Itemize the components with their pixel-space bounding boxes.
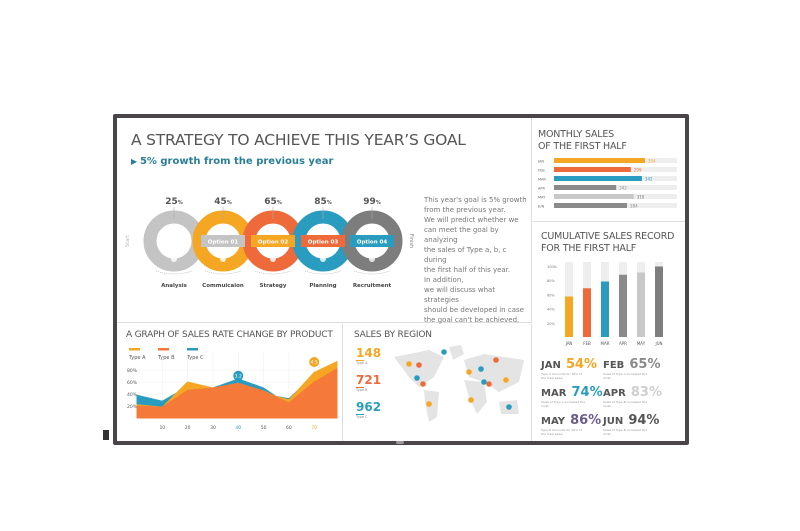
continent-north-america: [394, 350, 444, 387]
cumulative-bar-chart: [533, 255, 685, 355]
option-label: Option 04: [356, 239, 388, 246]
stat-month: MAY: [541, 416, 565, 427]
stat-mar: [541, 381, 603, 408]
monitor-button: [103, 430, 109, 440]
bar-apr: [554, 185, 616, 190]
y-tick: 100%: [547, 264, 558, 269]
bar-may: [554, 194, 634, 199]
region-title: SALES BY REGION: [354, 330, 432, 340]
y-tick: 80%: [547, 279, 555, 283]
step-label: Planning: [309, 283, 337, 289]
monthly-sales-panel: [533, 118, 685, 222]
region-value: 962: [356, 400, 382, 414]
month-label: MAR: [538, 177, 546, 182]
bar-value: 342: [644, 176, 653, 182]
percent-label: 99%: [363, 197, 381, 207]
stat-note: Sales of Type C increased the most.: [541, 400, 586, 408]
description-line: we will discuss what strategies: [424, 286, 496, 304]
cumulative-title-1: CUMULATIVE SALES RECORD: [541, 231, 675, 242]
x-tick: MAY: [636, 341, 646, 346]
stat-month: JAN: [541, 360, 561, 371]
description-line: In addition,: [424, 276, 464, 284]
map-pin: [481, 379, 487, 385]
stat-note: Type B accounts for 40% of the total sales.: [541, 428, 582, 436]
subtitle: [131, 156, 333, 167]
cumulative-title-2: FOR THE FIRST HALF: [541, 243, 637, 254]
bar-value: 354: [648, 158, 656, 164]
x-tick: 10: [159, 426, 166, 431]
stat-note: Sales of Type B increased the most.: [603, 428, 648, 436]
region-label: Type B: [356, 388, 368, 392]
map-pin: [478, 366, 484, 372]
bar-apr: [619, 275, 627, 337]
month-label: JAN: [538, 159, 544, 164]
y-tick: 60%: [547, 293, 555, 298]
month-label: APR: [538, 186, 545, 191]
page-title: A STRATEGY TO ACHIEVE THIS YEAR’S GOAL: [131, 131, 466, 149]
bar-jun: [554, 203, 627, 208]
x-tick: 70: [311, 426, 318, 431]
y-tick: 40%: [127, 393, 138, 398]
bar-value: 310: [636, 194, 645, 200]
y-tick: 20%: [127, 405, 138, 410]
option-label: Option 02: [257, 239, 289, 246]
marker-label: 4.5: [310, 360, 318, 366]
map-pin: [406, 361, 412, 367]
map-pin: [503, 377, 509, 383]
description-line: should be developed in case: [424, 306, 524, 314]
x-tick: 60: [286, 426, 292, 431]
screen: [117, 118, 685, 441]
marker-label: 3.2: [234, 374, 242, 380]
stat-value: 54%: [565, 357, 598, 372]
clock-icon: [270, 256, 276, 262]
step-label: Strategy: [259, 283, 287, 289]
y-tick: 20%: [547, 321, 555, 326]
product-area-chart: [117, 344, 343, 441]
description-line: the goal can't be achieved.: [424, 316, 520, 324]
stat-may: [541, 409, 603, 436]
percent-label: 25%: [165, 197, 183, 207]
x-tick: 30: [210, 426, 216, 431]
x-tick: JUN: [655, 341, 663, 346]
stat-month: APR: [603, 388, 626, 399]
region-value: 148: [356, 346, 382, 360]
option-label: Option 01: [207, 239, 239, 246]
strategy-description: [424, 195, 531, 325]
x-tick: 20: [184, 426, 191, 431]
map-pin: [486, 381, 492, 387]
x-tick: 40: [235, 426, 242, 431]
stat-note: Sales of Type C increased the most.: [603, 372, 648, 380]
description-line: the sales of Type a, b, c during: [424, 246, 507, 264]
region-label: Type C: [356, 415, 368, 419]
cumulative-panel: [533, 223, 685, 441]
stat-value: 94%: [628, 413, 660, 428]
x-tick: JAN: [565, 341, 573, 346]
x-tick: FEB: [583, 341, 591, 346]
description-line: This year's goal is 5% growth: [424, 196, 527, 204]
y-tick: 80%: [127, 369, 138, 374]
lightbulb-icon: [369, 256, 375, 262]
region-label: Type A: [356, 361, 368, 365]
map-pin: [441, 349, 447, 355]
step-label: Analysis: [161, 283, 187, 289]
monthly-title: [538, 129, 627, 153]
map-pin: [506, 404, 512, 410]
stat-note: Sales of Type B increased the most.: [603, 400, 648, 408]
legend-swatch: [129, 348, 140, 351]
percent-label: 85%: [314, 197, 332, 207]
bar-value: 284: [630, 203, 638, 209]
bar-feb: [583, 288, 591, 337]
month-label: FEB: [538, 168, 545, 173]
description-line: from the previous year.: [424, 206, 506, 214]
bar-jan: [554, 158, 645, 163]
map-pin: [468, 397, 474, 403]
step-label: Recruitment: [352, 283, 392, 289]
legend-label: Type C: [187, 355, 204, 361]
description-line: the first half of this year.: [424, 266, 511, 274]
finish-label: Finish: [408, 233, 414, 249]
monthly-bar-chart: [533, 156, 685, 218]
continent-south-america: [424, 390, 439, 422]
stat-feb: [603, 353, 665, 380]
subtitle-text: 5% growth from the previous year: [139, 156, 334, 167]
x-tick: MAR: [600, 341, 610, 346]
y-tick: 60%: [127, 381, 138, 386]
stopwatch-icon: [171, 256, 177, 262]
bar-value: 242: [619, 185, 627, 191]
month-label: MAY: [538, 195, 546, 200]
description-line: We will predict whether we: [424, 216, 519, 224]
legend-label: Type A: [129, 355, 146, 361]
option-label: Option 03: [307, 239, 339, 246]
legend-swatch: [187, 348, 198, 351]
percent-label: 45%: [214, 197, 232, 207]
map-pin: [420, 381, 426, 387]
strategy-panel: [117, 118, 532, 323]
percent-label: 65%: [264, 197, 282, 207]
bar-mar: [554, 176, 642, 181]
legend-label: Type B: [158, 355, 175, 361]
stat-jun: [603, 409, 665, 436]
product-title: A GRAPH OF SALES RATE CHANGE BY PRODUCT: [126, 330, 333, 340]
stat-month: FEB: [603, 360, 625, 371]
calendar-icon: [320, 256, 326, 262]
monthly-title-2: OF THE FIRST HALF: [538, 141, 627, 152]
stat-value: 65%: [629, 357, 661, 372]
strategy-rings: [117, 178, 417, 298]
triangle-icon: ▶: [131, 157, 140, 166]
map-pin: [426, 401, 432, 407]
bar-may: [637, 273, 645, 338]
map-pin: [414, 375, 420, 381]
bar-mar: [601, 282, 609, 338]
lg-logo: [396, 441, 404, 444]
continent-greenland: [449, 345, 464, 360]
region-value: 721: [356, 373, 382, 387]
map-pin: [416, 362, 422, 368]
legend-swatch: [158, 348, 169, 351]
y-tick: 40%: [547, 307, 555, 312]
stat-month: MAR: [541, 388, 567, 399]
world-map: [389, 342, 529, 432]
stat-value: 74%: [571, 385, 603, 400]
flask-icon: [220, 256, 226, 262]
x-tick: APR: [619, 341, 627, 346]
stat-month: JUN: [603, 416, 624, 427]
stat-apr: [603, 381, 665, 408]
stat-jan: [541, 353, 603, 380]
start-label: Start: [125, 234, 131, 248]
bar-feb: [554, 167, 631, 172]
stat-value: 86%: [570, 413, 602, 428]
x-tick: 50: [260, 426, 267, 431]
map-pin: [466, 369, 472, 375]
stat-value: 83%: [630, 385, 662, 400]
bar-jan: [565, 297, 573, 338]
bar-jun: [655, 267, 663, 338]
stat-note: Type C accounts for 30% of the total sales.: [541, 372, 582, 380]
region-panel: [344, 324, 532, 441]
product-panel: [117, 324, 343, 441]
step-label: Commuicaion: [202, 283, 244, 289]
cumulative-title: [541, 231, 674, 255]
bar-value: 299: [633, 167, 642, 173]
month-label: JUN: [538, 204, 545, 209]
description-line: can meet the goal by analyzing: [424, 226, 499, 244]
monthly-title-1: MONTHLY SALES: [538, 129, 615, 140]
map-pin: [493, 357, 499, 363]
continent-africa: [464, 380, 487, 414]
